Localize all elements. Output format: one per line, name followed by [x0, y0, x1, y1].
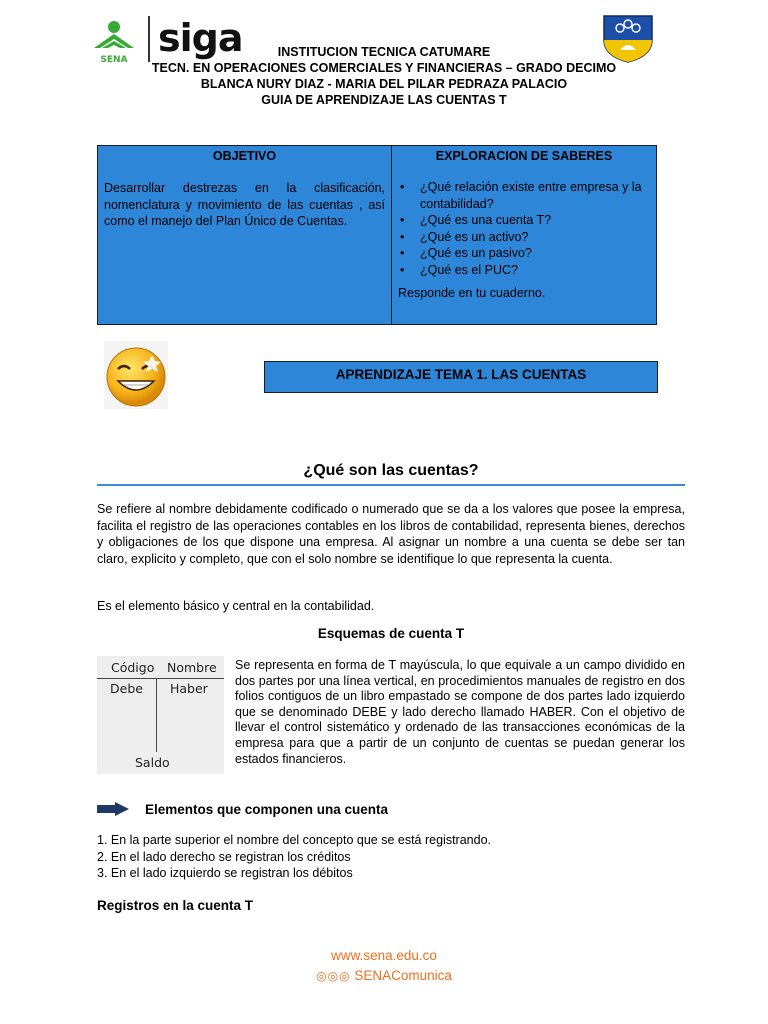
section-title: ¿Qué son las cuentas?: [97, 462, 685, 486]
t-account-description: Se representa en forma de T mayúscula, lo que equivale a un campo dividido en dos partes por una línea vertical, en procedimientos manuales de registro en dos folios contiguos de un libro empastado se compone de dos partes lado izquierdo que se denominado DEBE y lado derecho llamado HABER. Con el objetivo de llevar el control sistemático y ordenado de las transacciones económicas de la empresa para que a partir de un conjunto de cuentas se puedan generar los estados financieros.: [235, 658, 685, 766]
objective-column: [98, 146, 392, 324]
elements-title: Elementos que componen una cuenta: [145, 802, 389, 817]
smiley-icon: [104, 341, 168, 409]
t-codigo-label: Código: [111, 660, 155, 675]
paragraph-basic-element: Es el elemento básico y central en la contabilidad.: [97, 599, 375, 613]
teachers-names: BLANCA NURY DIAZ - MARIA DEL PILAR PEDRAZA PALACIO: [200, 77, 568, 91]
guide-title: GUIA DE APRENDIZAJE LAS CUENTAS T: [261, 93, 507, 107]
registros-title: Registros en la cuenta T: [97, 898, 254, 913]
exploration-footer: Responde en tu cuaderno.: [398, 286, 546, 300]
t-debe-label: Debe: [110, 681, 143, 696]
social-media-icon: ◎◎◎: [316, 969, 351, 983]
exploration-header: EXPLORACION DE SABERES: [435, 149, 613, 163]
list-item: • ¿Qué es el PUC?: [398, 262, 648, 279]
footer-social: [0, 968, 768, 983]
topic-title-box: APRENDIZAJE TEMA 1. LAS CUENTAS: [264, 361, 658, 393]
list-item: • ¿Qué es una cuenta T?: [398, 212, 648, 229]
arrow-right-icon: [97, 802, 129, 816]
list-item: 3. En el lado izquierdo se registran los débitos: [97, 866, 353, 880]
list-item: 1. En la parte superior el nombre del concepto que se está registrando.: [97, 833, 491, 847]
siga-logo: siga: [158, 16, 243, 60]
list-item: 2. En el lado derecho se registran los créditos: [97, 849, 351, 864]
list-item: • ¿Qué relación existe entre empresa y la contabilidad?: [398, 179, 648, 212]
list-item: • ¿Qué es un pasivo?: [398, 245, 648, 262]
t-horizontal-line: [97, 678, 224, 679]
svg-text:SENA: SENA: [100, 55, 128, 65]
objective-table: [97, 145, 657, 325]
t-saldo-label: Saldo: [135, 755, 170, 770]
list-item: • ¿Qué es un activo?: [398, 229, 648, 246]
institution-name: INSTITUCION TECNICA CATUMARE: [277, 45, 491, 59]
t-nombre-label: Nombre: [167, 660, 217, 675]
objective-header: OBJETIVO: [212, 149, 277, 163]
questions-list: [392, 163, 656, 278]
social-handle: SENAComunica: [354, 968, 452, 983]
esquemas-title: Esquemas de cuenta T: [317, 626, 465, 641]
t-haber-label: Haber: [170, 681, 208, 696]
program-name: TECN. EN OPERACIONES COMERCIALES Y FINANCIERAS – GRADO DECIMO: [151, 61, 617, 75]
paragraph-definition: Se refiere al nombre debidamente codificado o numerado que se da a los valores que posee la empresa, facilita el registro de las operaciones contables en los libros de contabilidad, representa bienes, derechos y obligaciones de los que dispone una empresa. Al asignar un nombre a una cuenta se debe ser tan claro, explicito y completo, que con el solo nombre se identifique lo que representa la cuenta.: [97, 502, 685, 566]
exploration-column: [392, 146, 656, 324]
t-vertical-line: [156, 678, 157, 752]
objective-text: Desarrollar destrezas en la clasificación, nomenclatura y movimiento de las cuentas , así como el manejo del Plan Único de Cuentas.: [104, 181, 385, 228]
footer-url-link[interactable]: www.sena.edu.co: [331, 948, 437, 963]
elements-list: [97, 832, 491, 882]
header-title-block: [0, 44, 768, 108]
t-account-diagram: [97, 656, 224, 774]
